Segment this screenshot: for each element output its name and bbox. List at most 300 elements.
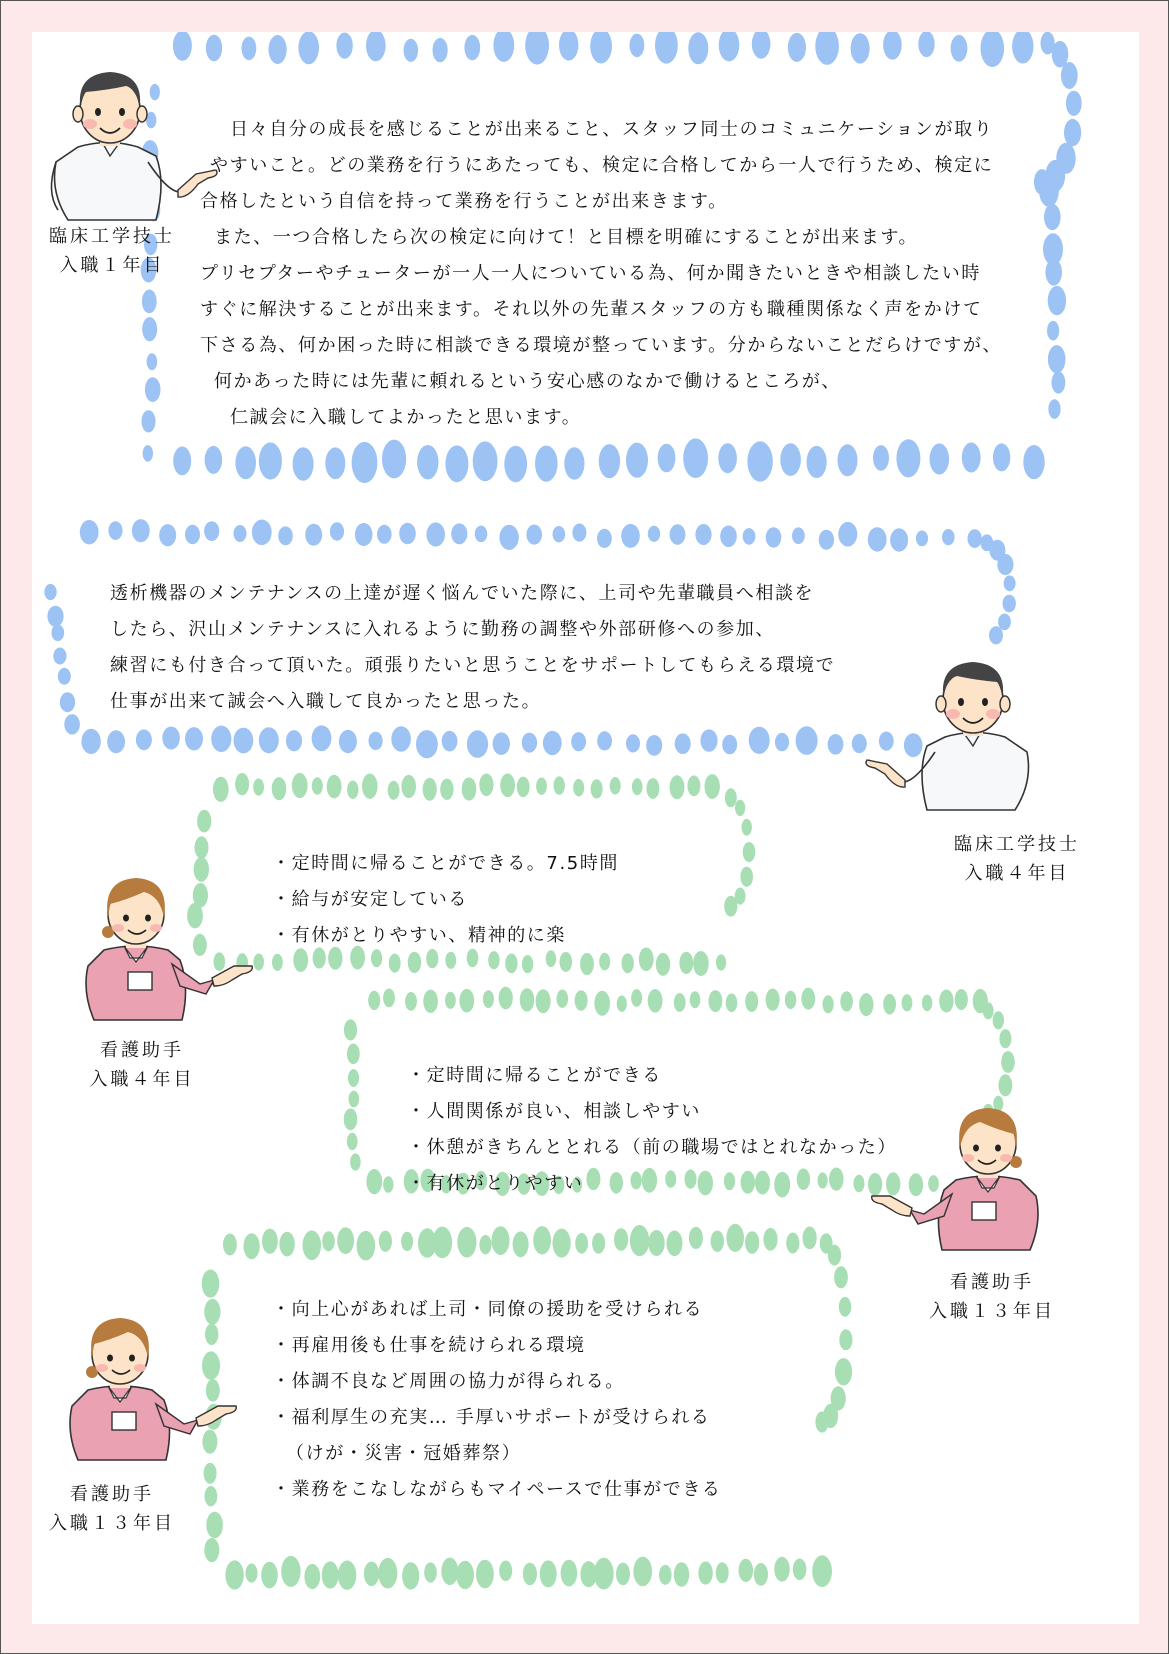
decor-dot (630, 34, 645, 58)
decor-dot (473, 441, 498, 481)
decor-dot (80, 520, 99, 544)
decor-dot (939, 990, 953, 1013)
decor-dot (626, 734, 640, 752)
testimonial-line: ・定時間に帰ることができる。7.5時間 (272, 853, 620, 874)
decor-dot (205, 446, 223, 474)
decor-dot (648, 989, 663, 1013)
decor-dot (890, 528, 908, 551)
decor-dot (610, 777, 621, 795)
decor-dot (572, 524, 586, 542)
decor-dot (162, 727, 180, 750)
testimonial-line: また、一つ合格したら次の検定に向けて！と目標を明確にすることが出来ます。 (214, 227, 919, 248)
decor-dot (883, 32, 902, 60)
decor-dot (575, 1233, 588, 1254)
decor-dot (535, 446, 558, 482)
tenure-text: 入職１年目 (59, 255, 165, 276)
female-staff-illustration (64, 862, 254, 1022)
decor-dot (646, 735, 662, 756)
decor-dot (366, 32, 386, 61)
decor-dot (253, 954, 264, 971)
decor-dot (716, 954, 726, 970)
decor-dot (368, 991, 380, 1010)
decor-dot (347, 1133, 358, 1150)
decor-dot (81, 729, 100, 754)
decor-dot (883, 994, 896, 1015)
decor-dot (399, 523, 416, 544)
decor-dot (590, 32, 612, 64)
decor-dot (377, 525, 392, 544)
decor-dot (298, 32, 319, 64)
decor-dot (293, 447, 314, 481)
decor-dot (724, 896, 737, 917)
decor-dot (962, 443, 981, 473)
decor-dot (812, 1555, 832, 1587)
decor-dot (859, 993, 873, 1016)
decor-dot (868, 527, 887, 551)
decor-dot (709, 990, 723, 1012)
decor-dot (349, 1091, 360, 1108)
decor-dot (259, 442, 282, 479)
decor-dot (674, 993, 686, 1012)
decor-dot (695, 524, 711, 545)
decor-dot (476, 1560, 494, 1589)
decor-dot (442, 731, 458, 752)
decor-dot (554, 776, 565, 794)
decor-dot (499, 1561, 512, 1582)
decor-dot (659, 1565, 672, 1585)
decor-dot (594, 991, 610, 1016)
decor-dot (404, 39, 419, 62)
decor-dot (1047, 321, 1059, 341)
decor-dot (725, 788, 737, 807)
decor-dot (1048, 345, 1066, 373)
testimonial-line: ・定時間に帰ることができる (407, 1065, 662, 1086)
decor-dot (253, 779, 264, 796)
decor-dot (401, 1232, 413, 1251)
testimonial-line: ・業務をこなしながらもマイペースで仕事ができる (272, 1479, 722, 1500)
decor-dot (336, 33, 352, 59)
decor-dot (997, 554, 1013, 575)
role-text: 臨床工学技士 (49, 226, 175, 247)
decor-dot (445, 445, 468, 482)
decor-dot (716, 1562, 729, 1583)
decor-dot (705, 774, 720, 799)
female-staff-illustration (48, 1302, 238, 1462)
decor-dot (745, 991, 758, 1012)
testimonial-line: ・体調不良など周囲の協力が得られる。 (272, 1371, 625, 1392)
decor-dot (720, 526, 737, 548)
role-text: 看護助手 (70, 1484, 154, 1505)
decor-dot (47, 606, 63, 627)
testimonial-na-year13a (407, 1058, 897, 1202)
decor-dot (143, 445, 153, 462)
decor-dot (344, 1108, 358, 1130)
decor-dot (839, 1329, 852, 1350)
decor-dot (540, 1560, 557, 1587)
decor-dot (479, 774, 493, 797)
decor-dot (838, 444, 858, 476)
decor-dot (592, 1233, 605, 1254)
decor-dot (803, 1227, 817, 1250)
decor-dot (690, 991, 701, 1008)
decor-dot (557, 990, 569, 1008)
decor-dot (700, 729, 717, 751)
decor-dot (272, 954, 283, 971)
role-text: 看護助手 (950, 1272, 1034, 1293)
decor-dot (197, 810, 211, 833)
decor-dot (851, 33, 870, 63)
decor-dot (305, 524, 322, 546)
testimonial-line: 仕事が出来て誠会へ入職して良かったと思った。 (110, 691, 542, 712)
decor-dot (522, 733, 537, 753)
decor-dot (327, 775, 342, 799)
decor-dot (459, 989, 474, 1013)
decor-dot (839, 1297, 851, 1317)
decor-dot (735, 800, 745, 816)
decor-dot (235, 773, 249, 795)
decor-dot (687, 775, 700, 796)
decor-dot (1039, 176, 1059, 207)
decor-dot (745, 1231, 759, 1254)
decor-dot (364, 1562, 379, 1586)
decor-dot (599, 953, 610, 971)
decor-dot (492, 1226, 510, 1255)
decor-dot (417, 445, 438, 479)
decor-dot (533, 1226, 551, 1254)
decor-dot (504, 446, 527, 482)
decor-dot (999, 1029, 1011, 1048)
staff-label-na-year13b (32, 1480, 192, 1538)
decor-dot (362, 774, 378, 799)
decor-dot (147, 353, 158, 370)
decor-dot (918, 32, 934, 57)
decor-dot (456, 1561, 474, 1589)
decor-dot (998, 614, 1011, 631)
decor-dot (262, 1229, 278, 1254)
tenure-text: 入職１３年目 (929, 1301, 1055, 1322)
decor-dot (225, 1560, 243, 1589)
decor-dot (517, 777, 530, 798)
decor-dot (272, 777, 287, 800)
decor-dot (526, 525, 542, 545)
decor-dot (639, 948, 654, 972)
decor-dot (1001, 1051, 1015, 1073)
decor-dot (278, 526, 293, 545)
decor-dot (689, 1227, 703, 1249)
decor-dot (896, 439, 920, 477)
decor-dot (350, 1153, 361, 1170)
decor-dot (553, 1229, 571, 1258)
decor-dot (793, 1559, 807, 1581)
decor-dot (838, 522, 857, 547)
decor-dot (173, 447, 191, 476)
decor-dot (622, 953, 634, 973)
decor-dot (451, 523, 467, 544)
decor-dot (655, 32, 678, 64)
decor-dot (493, 32, 514, 62)
decor-dot (520, 988, 535, 1011)
decor-dot (339, 730, 357, 753)
decor-dot (44, 584, 56, 600)
decor-dot (633, 1557, 652, 1587)
decor-dot (281, 1556, 300, 1587)
testimonial-line: 透析機器のメンテナンスの上達が遅く悩んでいた際に、上司や先輩職員へ相談を (110, 583, 815, 604)
decor-dot (269, 35, 287, 64)
decor-dot (617, 996, 627, 1012)
decor-dot (107, 730, 125, 753)
testimonial-line: ・有休がとりやすい、精神的に楽 (272, 925, 566, 946)
decor-dot (185, 525, 200, 545)
decor-dot (322, 1231, 335, 1251)
decor-dot (357, 1231, 376, 1261)
testimonial-line: ・人間関係が良い、相談しやすい (407, 1101, 701, 1122)
decor-dot (211, 726, 231, 752)
testimonial-line: ・向上心があれば上司・同僚の援助を受けられる (272, 1299, 704, 1320)
decor-dot (873, 445, 889, 471)
decor-dot (205, 1486, 218, 1506)
testimonial-line: 日々自分の成長を感じることが出来ること、スタッフ同士のコミュニケーションが取り (230, 119, 994, 140)
decor-dot (479, 1235, 491, 1254)
decor-dot (688, 32, 708, 64)
decor-dot (942, 529, 955, 545)
decor-dot (53, 648, 66, 665)
decor-dot (382, 440, 406, 479)
testimonial-line: 合格したという自信を持って業務を行うことが出来きます。 (200, 191, 728, 212)
decor-dot (698, 1561, 712, 1584)
decor-dot (259, 727, 279, 753)
decor-dot (819, 530, 834, 550)
decor-dot (626, 443, 648, 478)
decor-dot (658, 444, 676, 473)
decor-dot (722, 735, 737, 755)
decor-dot (564, 447, 584, 479)
decor-dot (493, 732, 510, 755)
decor-dot (1023, 445, 1044, 479)
decor-dot (594, 1558, 614, 1590)
decor-dot (145, 377, 161, 402)
decor-dot (580, 953, 594, 975)
testimonial-line: 練習にも付き合って頂いた。頑張りたいと思うことをサポートしてもらえる環境で (110, 655, 836, 676)
decor-dot (711, 1231, 724, 1252)
decor-dot (916, 531, 928, 547)
decor-dot (575, 990, 588, 1011)
testimonial-line: （けが・災害・冠婚葬祭） (286, 1443, 522, 1464)
testimonial-line: ・福利厚生の充実… 手厚いサポートが受けられる (272, 1407, 711, 1428)
decor-dot (560, 952, 573, 972)
decor-dot (815, 1411, 828, 1432)
decor-dot (499, 987, 513, 1010)
decor-dot (204, 1538, 219, 1562)
decor-dot (330, 522, 344, 540)
decor-dot (60, 692, 75, 712)
decor-dot (424, 1562, 437, 1582)
decor-dot (1052, 371, 1066, 393)
decor-dot (292, 773, 308, 798)
testimonial-line: したら、沢山メンテナンスに入れるように勤務の調整や外部研修への参加、 (110, 619, 775, 640)
male-staff-illustration (860, 642, 1050, 812)
decor-dot (571, 732, 586, 751)
decor-dot (543, 731, 562, 755)
decor-dot (955, 989, 968, 1010)
decor-dot (279, 1232, 294, 1257)
decor-dot (1012, 32, 1033, 64)
decor-dot (523, 1563, 537, 1586)
decor-dot (780, 443, 801, 476)
tenure-text: 入職４年目 (964, 863, 1070, 884)
decor-dot (312, 725, 332, 751)
decor-dot (51, 625, 64, 642)
decor-dot (1064, 119, 1081, 146)
decor-dot (433, 1227, 453, 1259)
decor-dot (206, 1512, 223, 1539)
decor-dot (597, 529, 612, 548)
decor-dot (792, 527, 805, 544)
role-text: 臨床工学技士 (954, 834, 1080, 855)
decor-dot (244, 1233, 260, 1259)
staff-label-ce-year1 (32, 222, 192, 280)
decor-dot (591, 779, 603, 798)
decor-dot (433, 38, 448, 62)
staff-label-ce-year4 (942, 830, 1092, 888)
decor-dot (234, 525, 247, 542)
decor-dot (902, 994, 913, 1011)
decor-dot (754, 1563, 768, 1586)
decor-dot (739, 1559, 754, 1582)
decor-dot (922, 995, 932, 1012)
decor-dot (834, 1266, 848, 1288)
decor-dot (304, 1564, 320, 1589)
decor-dot (522, 955, 533, 973)
decor-dot (213, 777, 229, 802)
decor-dot (467, 730, 488, 758)
decor-dot (204, 1463, 217, 1484)
testimonial-na-year13b (272, 1292, 722, 1508)
decor-dot (391, 726, 411, 751)
decor-dot (981, 32, 1005, 67)
testimonial-line: ・休憩がきちんととれる（前の職場ではとれなかった） (407, 1137, 897, 1158)
decor-dot (801, 988, 815, 1010)
decor-dot (312, 777, 323, 795)
decor-dot (369, 732, 383, 750)
decor-dot (646, 778, 659, 799)
decor-dot (630, 1225, 649, 1256)
testimonial-line: すぐに解決することが出来ます。それ以外の先輩スタッフの方も職種関係なく声をかけて (200, 299, 983, 320)
decor-dot (840, 991, 853, 1011)
decor-dot (441, 1558, 458, 1585)
testimonial-na-year4 (272, 846, 619, 954)
decor-dot (774, 1557, 789, 1582)
male-staff-illustration (38, 52, 218, 227)
decor-dot (142, 410, 156, 432)
decor-dot (475, 526, 488, 543)
decor-dot (788, 33, 806, 62)
decor-dot (1066, 91, 1082, 116)
testimonial-line: ・再雇用後も仕事を続けられる環境 (272, 1335, 586, 1356)
decor-dot (389, 954, 401, 973)
decor-dot (1004, 575, 1016, 591)
decor-dot (142, 290, 157, 314)
decor-dot (204, 521, 219, 541)
decor-dot (388, 781, 400, 800)
decor-dot (348, 1069, 359, 1087)
decor-dot (401, 775, 416, 798)
decor-dot (749, 727, 770, 754)
decor-dot (631, 989, 642, 1007)
decor-dot (616, 1563, 630, 1586)
content-sheet (32, 32, 1139, 1624)
decor-dot (500, 774, 515, 798)
decor-dot (445, 952, 456, 969)
decor-dot (951, 35, 968, 62)
decor-dot (379, 1231, 392, 1252)
decor-dot (648, 1230, 664, 1256)
decor-dot (648, 526, 660, 542)
decor-dot (559, 32, 578, 61)
decor-dot (667, 1231, 683, 1257)
decor-dot (718, 443, 737, 473)
decor-dot (405, 992, 417, 1011)
decor-dot (195, 836, 209, 858)
decor-dot (185, 727, 203, 750)
decor-dot (785, 991, 796, 1009)
decor-dot (344, 1019, 357, 1040)
testimonial-line: ・有休がとりやすい (407, 1173, 584, 1194)
decor-dot (670, 775, 685, 799)
decor-dot (426, 522, 445, 546)
testimonial-ce-year4 (110, 576, 835, 720)
decor-dot (573, 779, 584, 797)
decor-dot (930, 443, 950, 474)
decor-dot (483, 990, 494, 1008)
decor-dot (561, 1560, 578, 1587)
testimonial-ce-year1 (200, 112, 1002, 436)
decor-dot (632, 778, 643, 795)
decor-dot (337, 1227, 354, 1254)
decor-dot (261, 1562, 278, 1589)
decor-dot (383, 989, 395, 1008)
testimonial-line: 下さる為、何か困った時に相談できる環境が整っています。分からないことだらけですが、 (200, 335, 1003, 356)
decor-dot (674, 1562, 689, 1587)
decor-dot (352, 442, 378, 483)
decor-dot (536, 989, 551, 1013)
decor-dot (423, 778, 437, 801)
decor-dot (347, 1044, 360, 1065)
decor-dot (553, 526, 566, 542)
decor-dot (1048, 286, 1066, 315)
decor-dot (499, 525, 518, 550)
decor-dot (656, 953, 670, 976)
decor-dot (1003, 595, 1016, 613)
decor-dot (378, 1558, 397, 1589)
tenure-text: 入職１３年目 (49, 1513, 175, 1534)
decor-dot (726, 1224, 744, 1252)
decor-dot (828, 1245, 841, 1266)
decor-dot (1045, 259, 1062, 286)
decor-dot (743, 528, 756, 545)
decor-dot (505, 954, 517, 974)
decor-dot (679, 952, 693, 974)
staff-label-na-year13a (912, 1268, 1072, 1326)
decor-dot (402, 1562, 419, 1589)
decor-dot (347, 781, 358, 799)
decor-dot (675, 733, 691, 754)
decor-dot (322, 1561, 339, 1588)
decor-dot (683, 438, 708, 478)
decor-dot (815, 32, 839, 65)
decor-dot (835, 1358, 852, 1385)
decor-dot (234, 728, 254, 754)
decor-dot (726, 994, 738, 1013)
